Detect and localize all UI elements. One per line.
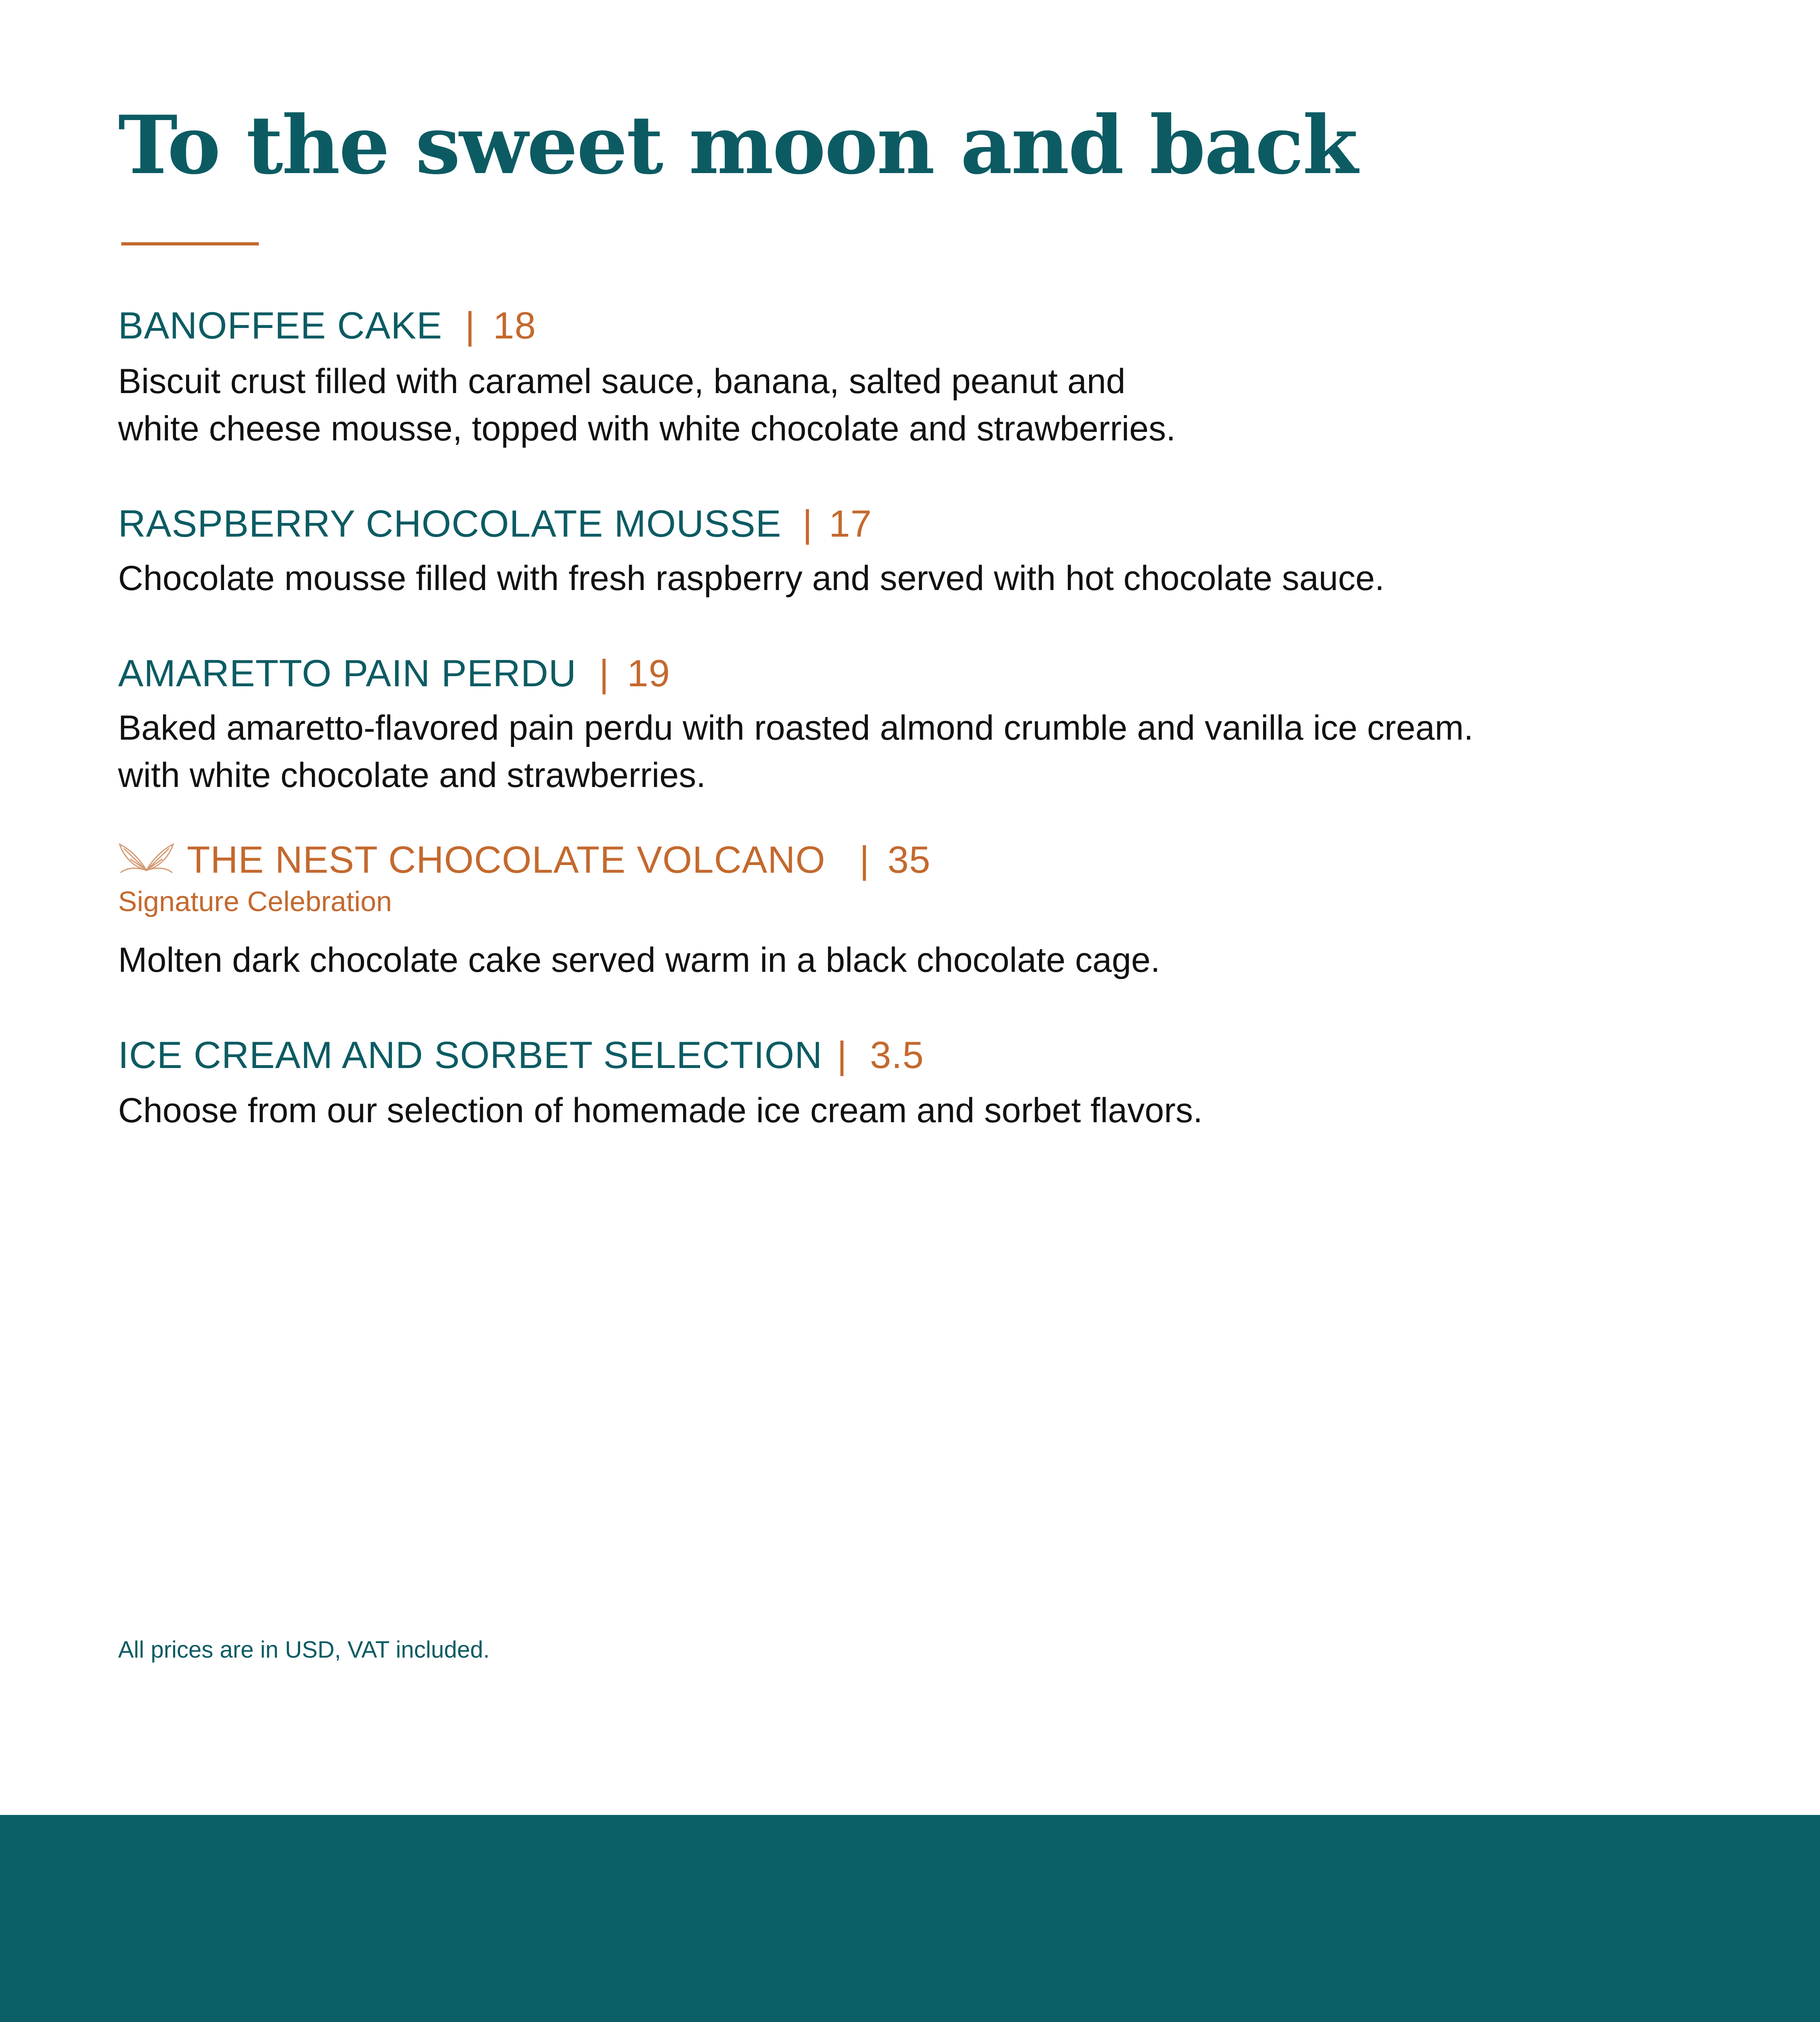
item-name: RASPBERRY CHOCOLATE MOUSSE [118, 502, 782, 545]
description-line: Molten dark chocolate cake served warm in a black chocolate cage. [118, 941, 1160, 979]
item-description [118, 704, 1473, 799]
item-price: 3.5 [870, 1034, 924, 1076]
menu-item-ice-cream-sorbet [118, 1036, 924, 1074]
item-price: 35 [887, 838, 931, 881]
menu-item-raspberry-chocolate-mousse [118, 502, 872, 545]
title-divider [121, 242, 259, 245]
item-name: AMARETTO PAIN PERDU [118, 652, 577, 694]
item-price: 19 [627, 652, 671, 694]
description-line: Baked amaretto-flavored pain perdu with roasted almond crumble and vanilla ice cream. [118, 709, 1473, 747]
page-title: To the sweet moon and back [118, 98, 1357, 192]
price-note: All prices are in USD, VAT included. [118, 1637, 490, 1663]
menu-item-nest-chocolate-volcano [118, 840, 931, 881]
menu-item-amaretto-pain-perdu [118, 654, 670, 692]
signature-subtitle: Signature Celebration [118, 886, 392, 917]
description-line: with white chocolate and strawberries. [118, 756, 706, 795]
description-line: Chocolate mousse filled with fresh raspberry and served with hot chocolate sauce. [118, 559, 1385, 598]
description-line: Biscuit crust filled with caramel sauce, banana, salted peanut and [118, 362, 1126, 401]
price-separator: | [837, 1034, 847, 1076]
description-line: white cheese mousse, topped with white chocolate and strawberries. [118, 409, 1176, 448]
leaf-icon [118, 840, 175, 881]
price-separator: | [802, 502, 813, 545]
item-description [118, 555, 1384, 602]
item-name: THE NEST CHOCOLATE VOLCANO [187, 838, 826, 881]
item-description [118, 937, 1160, 984]
item-price: 18 [493, 304, 536, 347]
price-separator: | [465, 304, 476, 347]
menu-item-banoffee-cake [118, 304, 536, 347]
item-price: 17 [829, 502, 872, 545]
item-name: BANOFFEE CAKE [118, 304, 442, 347]
description-line: Choose from our selection of homemade ice cream and sorbet flavors. [118, 1091, 1203, 1130]
price-separator: | [599, 652, 609, 694]
item-name: ICE CREAM AND SORBET SELECTION [118, 1034, 823, 1076]
item-description [118, 358, 1176, 453]
price-separator: | [859, 838, 870, 881]
menu-page-bottom [0, 1815, 1820, 2022]
item-description [118, 1087, 1203, 1134]
